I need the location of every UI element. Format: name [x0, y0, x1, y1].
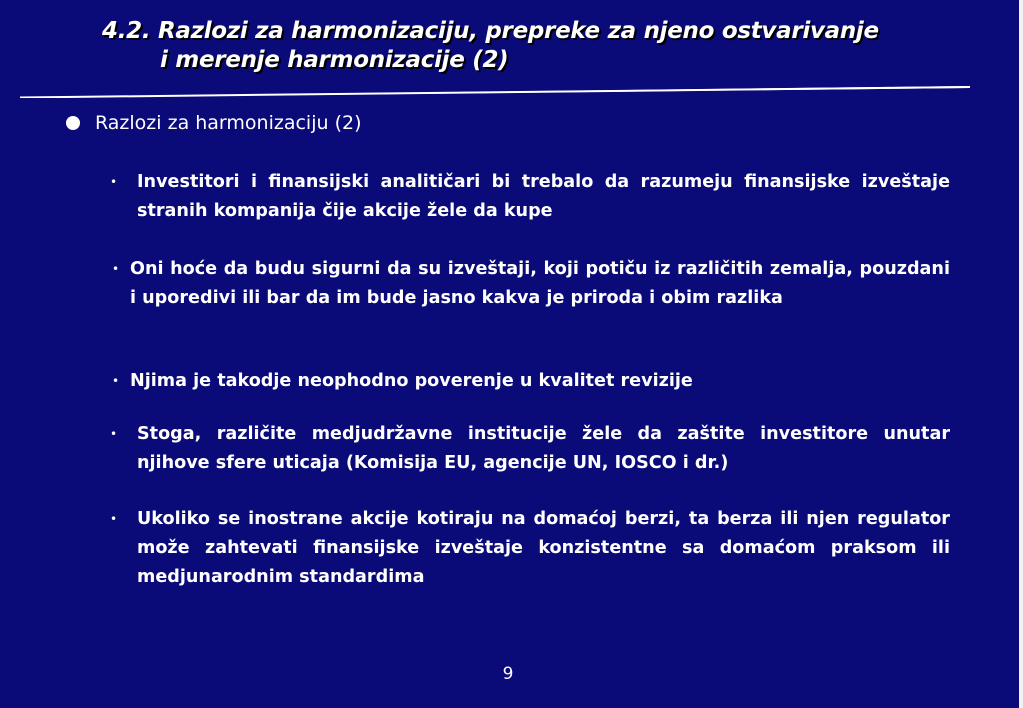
bullet-marker: •	[112, 262, 120, 276]
page-number: 9	[502, 664, 514, 684]
slide-title	[102, 17, 962, 75]
title-underline	[20, 86, 970, 98]
bullet-text: Njima je takodje neophodno poverenje u kvalitet revizije	[130, 371, 693, 391]
bullet-item	[112, 255, 950, 313]
slide-title-line-1: 4.2. Razlozi za harmonizaciju, prepreke za njeno ostvarivanje	[102, 18, 879, 44]
bullet-marker: •	[112, 374, 120, 388]
bullet-item	[110, 168, 950, 226]
bullet-marker: •	[110, 512, 118, 526]
bullet-text: Investitori i finansijski analitičari bi trebalo da razumeju finansijske izveštaje stranih kompanija čije akcije žele da kupe	[137, 172, 950, 221]
bullet-text: Stoga, različite medjudržavne institucije žele da zaštite investitore unutar njihove sfere uticaja (Komisija EU, agencije UN, IOSCO i dr.)	[137, 424, 950, 473]
slide-title-line-2: i merenje harmonizacije (2)	[160, 47, 509, 73]
bullet-item	[112, 367, 950, 396]
bullet-marker: •	[110, 175, 118, 189]
section-heading-text: Razlozi za harmonizaciju (2)	[95, 112, 362, 134]
bullet-item	[110, 420, 950, 478]
bullet-text: Ukoliko se inostrane akcije kotiraju na domaćoj berzi, ta berza ili njen regulator može zahtevati finansijske izveštaje konzistentne sa domaćom praksom ili medjunarodnim standardima	[137, 509, 950, 587]
bullet-dot-icon	[66, 116, 80, 130]
bullet-marker: •	[110, 427, 118, 441]
bullet-text: Oni hoće da budu sigurni da su izveštaji, koji potiču iz različitih zemalja, pouzdani i uporedivi ili bar da im bude jasno kakva je priroda i obim razlika	[130, 259, 950, 308]
bullet-item	[110, 505, 950, 592]
section-heading	[66, 110, 361, 136]
